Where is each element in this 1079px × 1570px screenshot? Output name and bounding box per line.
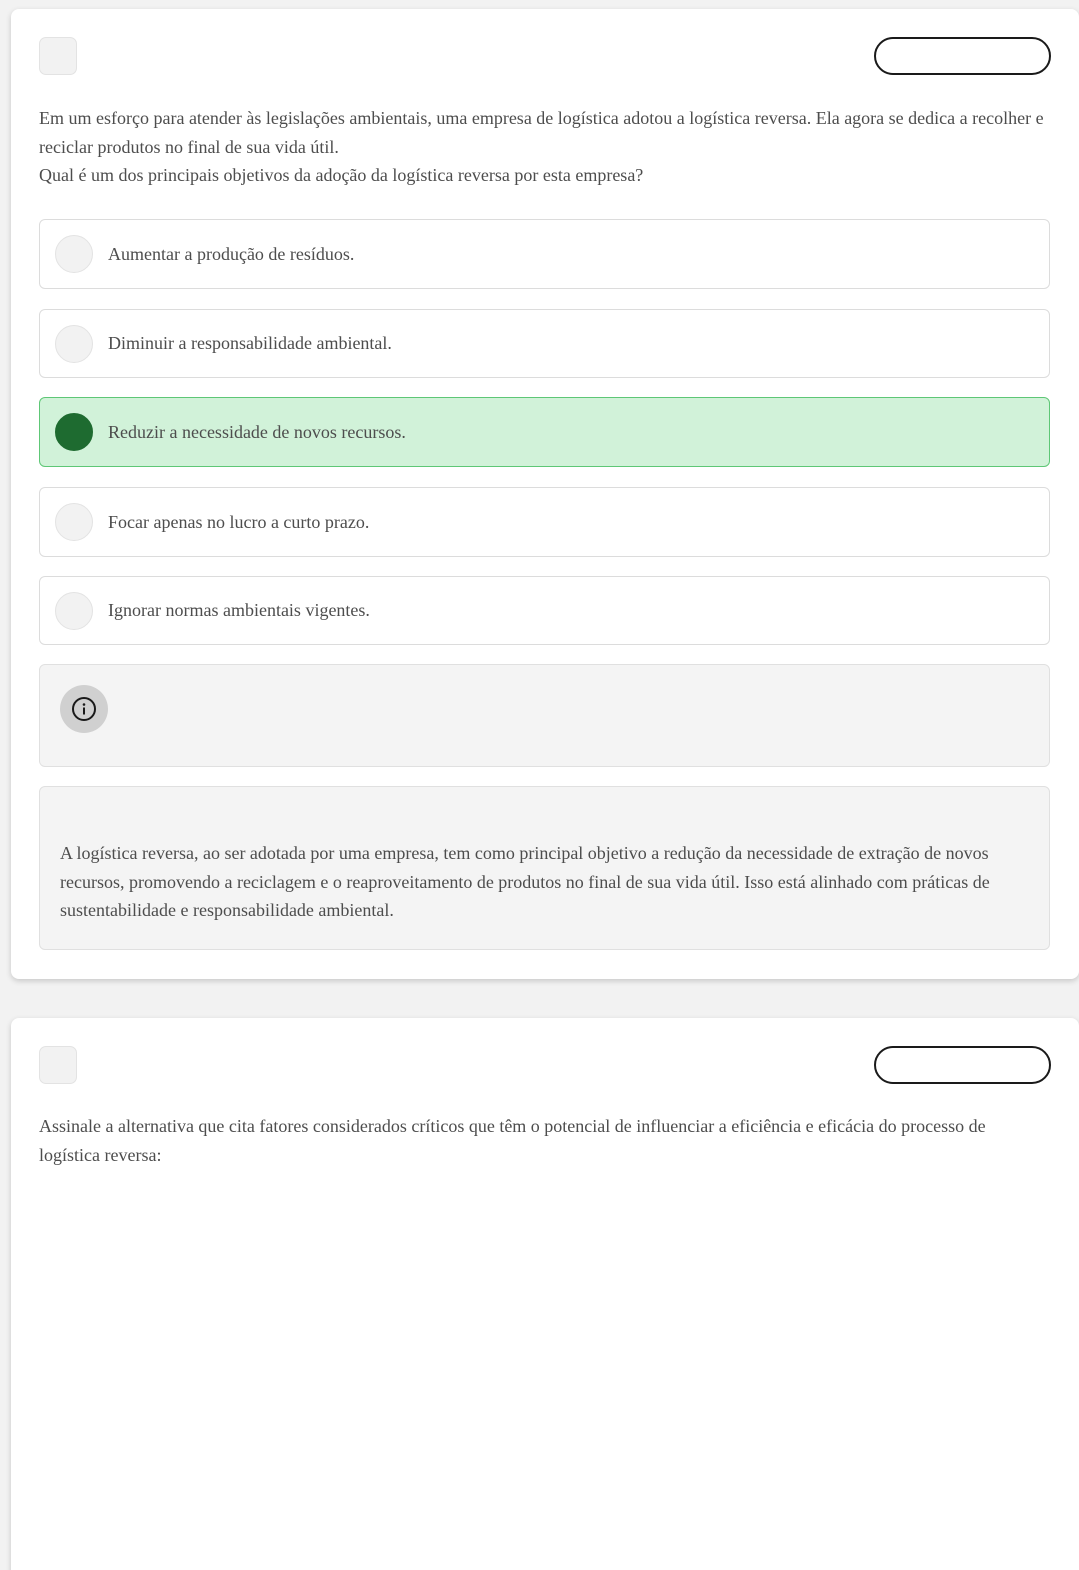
answer-option-c[interactable] — [39, 397, 1050, 467]
answer-option-label: Ignorar normas ambientais vigentes. — [108, 600, 370, 620]
question-number-badge — [39, 1046, 77, 1084]
radio-button[interactable] — [55, 235, 93, 273]
answer-option-a[interactable] — [39, 219, 1050, 289]
explanation-box — [39, 786, 1050, 950]
answer-option-b[interactable] — [39, 309, 1050, 378]
info-icon — [60, 685, 108, 733]
question-action-button[interactable] — [874, 1046, 1051, 1084]
question-action-button[interactable] — [874, 37, 1051, 75]
statement-paragraph: Em um esforço para atender às legislações ambientais, uma empresa de logística adotou a logística reversa. Ela agora se dedica a recolher e reciclar produtos no final de sua vida útil. — [39, 108, 1044, 157]
answer-option-label: Focar apenas no lucro a curto prazo. — [108, 511, 370, 532]
answer-option-label: Diminuir a responsabilidade ambiental. — [108, 333, 392, 353]
statement-paragraph: Assinale a alternativa que cita fatores considerados críticos que têm o potencial de influenciar a eficiência e eficácia do processo de logística reversa: — [39, 1116, 986, 1165]
feedback-info-box — [39, 664, 1050, 767]
answer-option-e[interactable] — [39, 576, 1050, 645]
question-number-badge — [39, 37, 77, 75]
answer-option-label: Reduzir a necessidade de novos recursos. — [108, 421, 406, 442]
radio-button[interactable] — [55, 592, 93, 630]
statement-question: Qual é um dos principais objetivos da adoção da logística reversa por esta empresa? — [39, 165, 644, 185]
answer-option-label: Aumentar a produção de resíduos. — [108, 243, 355, 264]
radio-button-selected[interactable] — [55, 413, 93, 451]
radio-button[interactable] — [55, 325, 93, 363]
question-statement — [39, 1112, 1051, 1169]
answer-option-d[interactable] — [39, 487, 1050, 557]
explanation-text: A logística reversa, ao ser adotada por uma empresa, tem como principal objetivo a redução da necessidade de extração de novos recursos, promovendo a reciclagem e o reaproveitamento de produtos no final de sua vida útil. Isso está alinhado com práticas de sustentabilidade e responsabilidade ambiental. — [60, 843, 990, 920]
question-card — [11, 1018, 1079, 1570]
radio-button[interactable] — [55, 503, 93, 541]
question-statement — [39, 104, 1051, 190]
question-card — [11, 9, 1079, 979]
